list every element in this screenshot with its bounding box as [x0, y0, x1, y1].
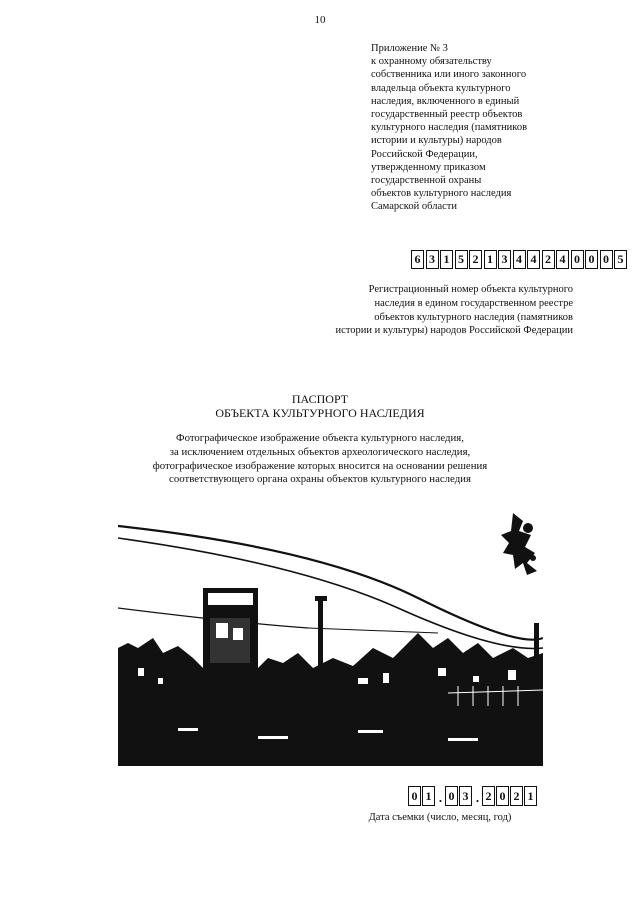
registration-digit: 0	[571, 250, 584, 269]
date-digit: 2	[510, 786, 523, 806]
appendix-line: Российской Федерации,	[371, 148, 478, 160]
date-digit: 1	[524, 786, 537, 806]
registration-digit: 3	[498, 250, 511, 269]
appendix-line: утвержденному приказом	[371, 161, 486, 173]
registration-digit: 2	[542, 250, 555, 269]
registration-digit: 4	[527, 250, 540, 269]
appendix-line: государственный реестр объектов	[371, 109, 523, 121]
appendix-line: наследия, включенного в единый	[371, 95, 520, 107]
registration-caption-line: объектов культурного наследия (памятников	[374, 311, 573, 323]
photo-date-boxes	[408, 786, 538, 806]
date-digit: 0	[445, 786, 458, 806]
appendix-note	[371, 42, 571, 214]
heritage-object-photo	[118, 508, 543, 766]
registration-digit: 4	[513, 250, 526, 269]
date-digit: 1	[422, 786, 435, 806]
registration-digit: 1	[440, 250, 453, 269]
registration-number-boxes	[411, 250, 629, 269]
date-digit: 0	[496, 786, 509, 806]
registration-digit: 6	[411, 250, 424, 269]
page-number: 10	[314, 14, 326, 26]
registration-digit: 2	[469, 250, 482, 269]
date-separator: .	[438, 790, 443, 805]
appendix-line: к охранному обязательству	[371, 56, 492, 68]
registration-caption	[270, 283, 573, 338]
photo-description	[0, 432, 640, 487]
registration-digit: 1	[484, 250, 497, 269]
appendix-line: владельца объекта культурного	[371, 82, 511, 94]
date-separator: .	[475, 790, 480, 805]
registration-caption-line: Регистрационный номер объекта культурного	[368, 284, 573, 295]
registration-digit: 0	[585, 250, 598, 269]
passport-title	[0, 392, 640, 420]
registration-caption-line: наследия в едином государственном реестре	[374, 297, 573, 309]
appendix-line: собственника или иного законного	[371, 69, 527, 81]
registration-caption-line: истории и культуры) народов Российской Федерации	[335, 325, 573, 337]
passport-title-line: ПАСПОРТ	[291, 392, 349, 406]
appendix-line: Приложение № 3	[371, 43, 448, 54]
registration-digit: 5	[614, 250, 627, 269]
appendix-line: Самарской области	[371, 201, 457, 213]
registration-digit: 5	[455, 250, 468, 269]
photo-description-line: соответствующего органа охраны объектов культурного наследия	[169, 473, 471, 486]
appendix-line: истории и культуры) народов	[371, 135, 502, 147]
appendix-line: объектов культурного наследия	[371, 188, 512, 200]
photo-description-line: фотографическое изображение которых вносится на основании решения	[152, 459, 488, 472]
date-digit: 2	[482, 786, 495, 806]
photo-description-line: за исключением отдельных объектов археологического наследия,	[169, 445, 471, 458]
registration-digit: 3	[426, 250, 439, 269]
registration-digit: 0	[600, 250, 613, 269]
photo-date-caption: Дата съемки (число, месяц, год)	[368, 812, 512, 823]
date-digit: 3	[459, 786, 472, 806]
appendix-line: государственной охраны	[371, 175, 482, 187]
date-digit: 0	[408, 786, 421, 806]
passport-title-line: ОБЪЕКТА КУЛЬТУРНОГО НАСЛЕДИЯ	[215, 406, 425, 420]
appendix-line: культурного наследия (памятников	[371, 122, 528, 134]
registration-digit: 4	[556, 250, 569, 269]
photo-description-line: Фотографическое изображение объекта культурного наследия,	[176, 432, 464, 444]
